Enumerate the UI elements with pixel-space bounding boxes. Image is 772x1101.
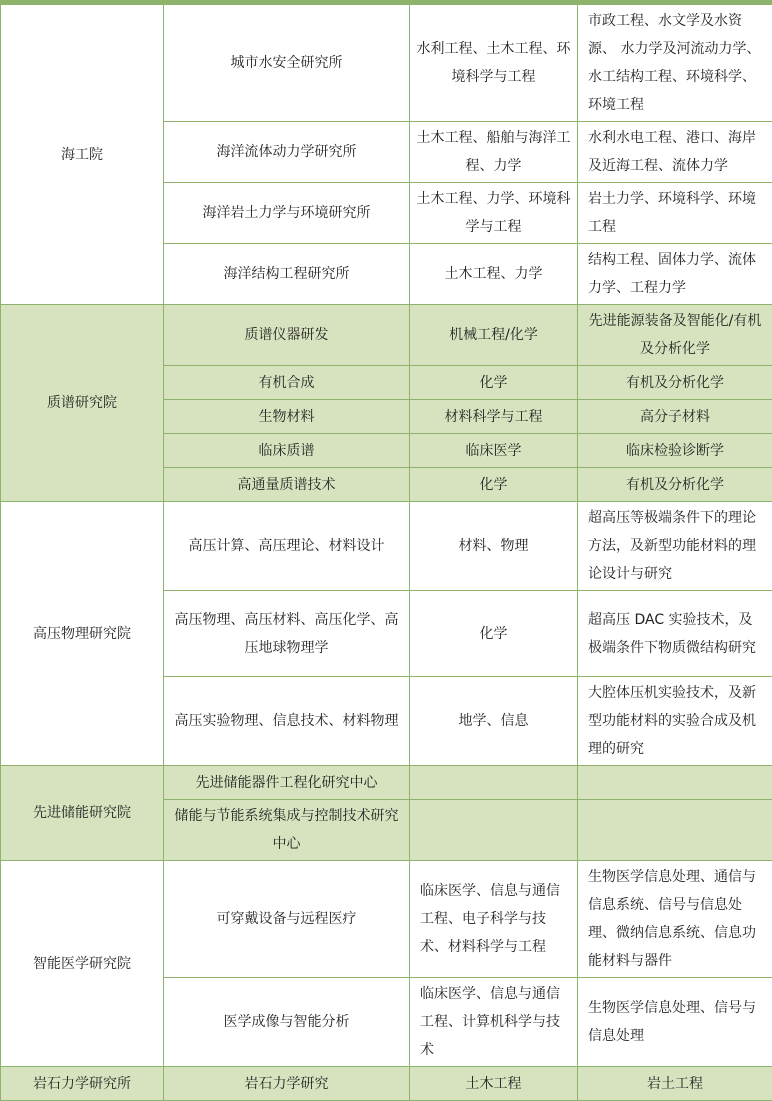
direction-cell: 有机及分析化学 <box>578 468 772 502</box>
direction-cell: 生物医学信息处理、信号与信息处理 <box>578 978 772 1067</box>
major-cell: 机械工程/化学 <box>410 305 578 366</box>
dept-cell: 有机合成 <box>164 366 410 400</box>
direction-cell: 市政工程、水文学及水资源、 水力学及河流动力学、 水工结构工程、环境科学、 环境工程 <box>578 5 772 122</box>
dept-cell: 先进储能器件工程化研究中心 <box>164 766 410 800</box>
institute-cell: 海工院 <box>1 5 164 305</box>
major-cell: 土木工程 <box>410 1067 578 1101</box>
table-row <box>1 305 772 366</box>
table-row <box>1 5 772 122</box>
direction-cell: 临床检验诊断学 <box>578 434 772 468</box>
direction-cell: 有机及分析化学 <box>578 366 772 400</box>
dept-cell: 城市水安全研究所 <box>164 5 410 122</box>
major-cell: 水利工程、土木工程、环境科学与工程 <box>410 5 578 122</box>
major-cell: 临床医学、信息与通信工程、电子科学与技术、材料科学与工程 <box>410 861 578 978</box>
direction-cell <box>578 800 772 861</box>
table-row <box>1 1067 772 1101</box>
dept-cell: 高压物理、高压材料、高压化学、高压地球物理学 <box>164 591 410 677</box>
institute-table <box>0 4 772 1101</box>
direction-cell: 生物医学信息处理、通信与信息系统、信号与信息处理、微纳信息系统、信息功能材料与器件 <box>578 861 772 978</box>
direction-cell: 超高压等极端条件下的理论方法，及新型功能材料的理论设计与研究 <box>578 502 772 591</box>
major-cell: 地学、信息 <box>410 677 578 766</box>
major-cell: 临床医学、信息与通信工程、计算机科学与技术 <box>410 978 578 1067</box>
direction-cell <box>578 766 772 800</box>
major-cell <box>410 766 578 800</box>
dept-cell: 医学成像与智能分析 <box>164 978 410 1067</box>
major-cell: 化学 <box>410 468 578 502</box>
major-cell: 临床医学 <box>410 434 578 468</box>
institute-cell: 智能医学研究院 <box>1 861 164 1067</box>
major-cell <box>410 800 578 861</box>
direction-cell: 水利水电工程、港口、海岸及近海工程、流体力学 <box>578 122 772 183</box>
direction-cell: 先进能源装备及智能化/有机及分析化学 <box>578 305 772 366</box>
institute-cell: 质谱研究院 <box>1 305 164 502</box>
dept-cell: 可穿戴设备与远程医疗 <box>164 861 410 978</box>
major-cell: 材料科学与工程 <box>410 400 578 434</box>
dept-cell: 质谱仪器研发 <box>164 305 410 366</box>
institute-cell: 岩石力学研究所 <box>1 1067 164 1101</box>
direction-cell: 高分子材料 <box>578 400 772 434</box>
institute-cell: 先进储能研究院 <box>1 766 164 861</box>
dept-cell: 海洋岩土力学与环境研究所 <box>164 183 410 244</box>
table-row <box>1 502 772 591</box>
dept-cell: 海洋结构工程研究所 <box>164 244 410 305</box>
dept-cell: 海洋流体动力学研究所 <box>164 122 410 183</box>
major-cell: 化学 <box>410 366 578 400</box>
major-cell: 土木工程、船舶与海洋工程、力学 <box>410 122 578 183</box>
table-row <box>1 861 772 978</box>
major-cell: 材料、物理 <box>410 502 578 591</box>
direction-cell: 岩土工程 <box>578 1067 772 1101</box>
major-cell: 化学 <box>410 591 578 677</box>
direction-cell: 岩土力学、环境科学、环境工程 <box>578 183 772 244</box>
major-cell: 土木工程、力学、环境科学与工程 <box>410 183 578 244</box>
direction-cell: 结构工程、固体力学、流体力学、工程力学 <box>578 244 772 305</box>
dept-cell: 生物材料 <box>164 400 410 434</box>
institute-cell: 高压物理研究院 <box>1 502 164 766</box>
table-row <box>1 766 772 800</box>
dept-cell: 高压计算、高压理论、材料设计 <box>164 502 410 591</box>
direction-cell: 大腔体压机实验技术，及新型功能材料的实验合成及机理的研究 <box>578 677 772 766</box>
dept-cell: 储能与节能系统集成与控制技术研究中心 <box>164 800 410 861</box>
dept-cell: 临床质谱 <box>164 434 410 468</box>
dept-cell: 高通量质谱技术 <box>164 468 410 502</box>
dept-cell: 岩石力学研究 <box>164 1067 410 1101</box>
dept-cell: 高压实验物理、信息技术、材料物理 <box>164 677 410 766</box>
direction-cell: 超高压 DAC 实验技术，及极端条件下物质微结构研究 <box>578 591 772 677</box>
major-cell: 土木工程、力学 <box>410 244 578 305</box>
